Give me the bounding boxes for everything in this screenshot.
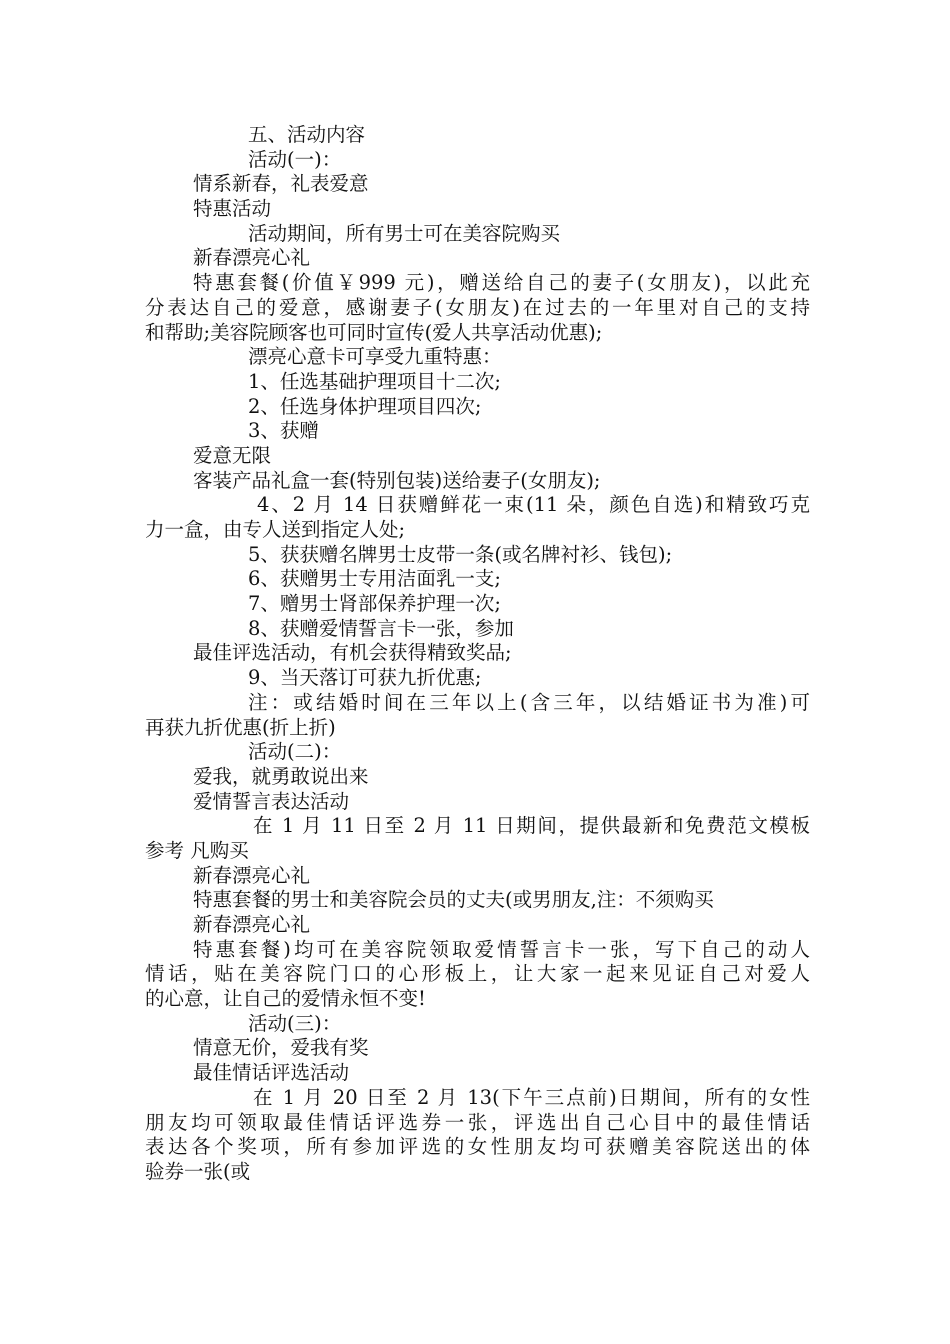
text-line: 特惠套餐的男士和美容院会员的丈夫(或男朋友,注：不须购买	[193, 888, 714, 912]
list-item: 7、赠男士肾部保养护理一次;	[248, 592, 501, 616]
list-item: 1、任选基础护理项目十二次;	[248, 369, 501, 393]
text-line: 活动期间，所有男士可在美容院购买	[248, 221, 561, 245]
section-heading: 五、活动内容	[248, 123, 366, 146]
text-line: 情意无价，爱我有奖	[193, 1036, 369, 1060]
text-line: 漂亮心意卡可享受九重特惠：	[248, 345, 502, 369]
text-line: 朋友均可领取最佳情话评选券一张，评选出自己心目中的最佳情话	[145, 1110, 810, 1134]
list-item: 3、获赠	[248, 419, 319, 443]
text-line: 爱我，就勇敢说出来	[193, 764, 369, 788]
activity-heading: 活动(三)：	[248, 1011, 342, 1035]
text-line: 的心意，让自己的爱情永恒不变!	[145, 987, 426, 1011]
document-body	[145, 123, 810, 1185]
text-line: 和帮助;美容院顾客也可同时宣传(爱人共享活动优惠);	[145, 320, 603, 344]
list-item: 2、任选身体护理项目四次;	[248, 394, 482, 418]
text-line: 验券一张(或	[145, 1159, 251, 1183]
text-line: 再获九折优惠(折上折)	[145, 715, 336, 739]
text-line: 表达各个奖项，所有参加评选的女性朋友均可获赠美容院送出的体	[145, 1135, 810, 1159]
text-line: 爱意无限	[193, 443, 272, 467]
text-line: 在 1 月 20 日至 2 月 13(下午三点前)日期间，所有的女性	[253, 1085, 810, 1109]
activity-heading: 活动(一)：	[248, 147, 342, 171]
text-line: 新春漂亮心礼	[193, 246, 311, 270]
text-line: 特惠活动	[193, 197, 272, 221]
text-line: 分表达自己的爱意，感谢妻子(女朋友)在过去的一年里对自己的支持	[145, 295, 810, 319]
text-line: 参考 凡购买	[145, 838, 249, 862]
text-line: 在 1 月 11 日至 2 月 11 日期间，提供最新和免费范文模板	[253, 814, 810, 838]
text-line: 客装产品礼盒一套(特别包装)送给妻子(女朋友);	[193, 468, 601, 492]
text-line: 新春漂亮心礼	[193, 863, 311, 887]
list-item: 8、获赠爱情誓言卡一张，参加	[248, 616, 514, 640]
text-line: 情系新春，礼表爱意	[193, 172, 369, 196]
text-line: 爱情誓言表达活动	[193, 789, 350, 813]
list-item: 5、获获赠名牌男士皮带一条(或名牌衬衫、钱包);	[248, 542, 673, 566]
text-line: 特惠套餐)均可在美容院领取爱情誓言卡一张，写下自己的动人	[193, 937, 810, 961]
text-line: 力一盒，由专人送到指定人处;	[145, 518, 406, 541]
note-line: 注：或结婚时间在三年以上(含三年，以结婚证书为准)可	[248, 690, 810, 714]
list-item: 9、当天落订可获九折优惠;	[248, 666, 482, 690]
activity-heading: 活动(二)：	[248, 740, 342, 764]
text-line: 新春漂亮心礼	[193, 913, 311, 936]
list-item: 4、2 月 14 日获赠鲜花一束(11 朵，颜色自选)和精致巧克	[257, 493, 810, 517]
text-line: 最佳情话评选活动	[193, 1061, 350, 1085]
text-line: 最佳评选活动，有机会获得精致奖品;	[193, 641, 512, 665]
list-item: 6、获赠男士专用洁面乳一支;	[248, 567, 501, 591]
text-line: 特惠套餐(价值￥999 元)，赠送给自己的妻子(女朋友)，以此充	[193, 271, 810, 295]
text-line: 情话，贴在美容院门口的心形板上，让大家一起来见证自己对爱人	[145, 962, 810, 986]
